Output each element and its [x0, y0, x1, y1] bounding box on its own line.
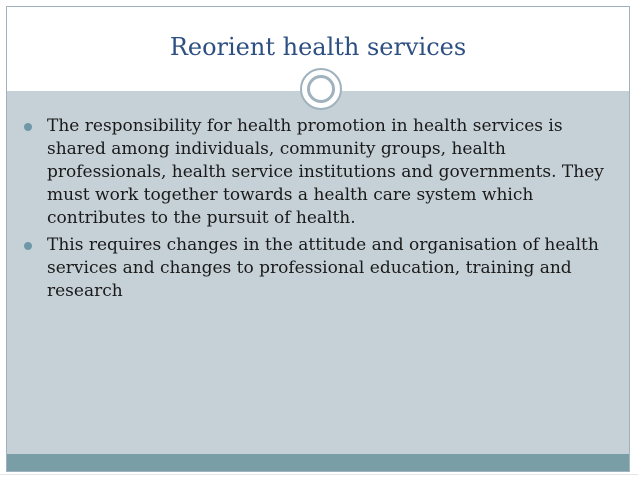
- inner-circle-icon: [307, 75, 335, 103]
- bullet-item: [16, 115, 616, 230]
- bottom-line: [0, 474, 638, 475]
- footer-band: [7, 454, 629, 471]
- bullet-list: [16, 115, 616, 307]
- bullet-text: The responsibility for health promotion in health services is shared among individuals, community groups, health professionals, health service institutions and governments. They must work together towards a health care system which contributes to the pursuit of health.: [47, 116, 604, 228]
- bullet-item: [16, 234, 616, 303]
- slide-title: Reorient health services: [169, 33, 467, 61]
- bullet-dot-icon: [24, 123, 32, 131]
- circle-ornament-icon: [300, 68, 342, 110]
- bullet-text: This requires changes in the attitude and organisation of health services and changes to professional education, training and research: [47, 235, 599, 301]
- bullet-dot-icon: [24, 242, 32, 250]
